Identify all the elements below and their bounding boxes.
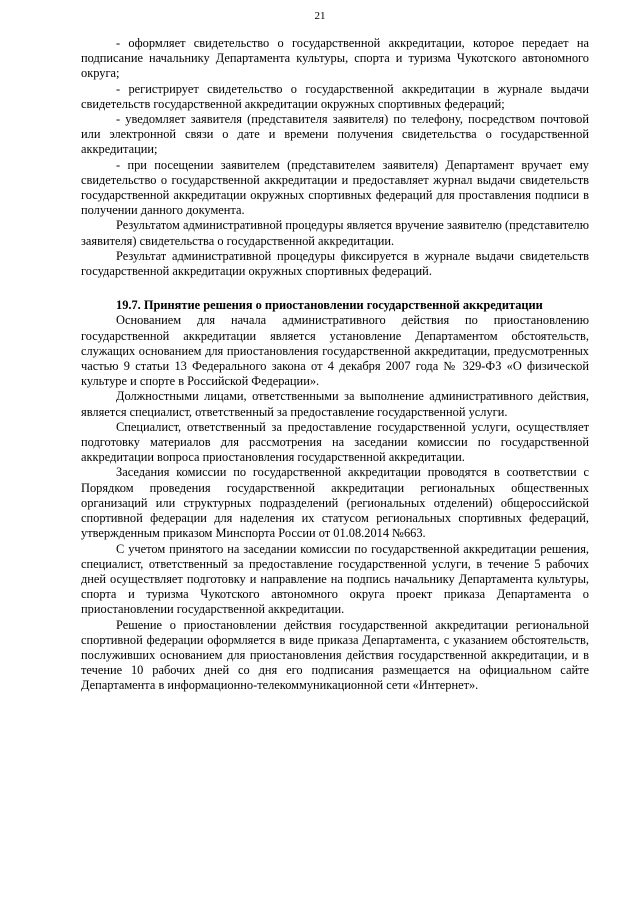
paragraph-meetings: Заседания комиссии по государственной аккредитации проводятся в соответствии с Порядком проведения государственной аккредитации региональных общественных организаций или структурных подразделений (региональных отделений) общероссийской спортивной федерации для наделения их статусом региональных спортивных федераций, утвержденным приказом Минспорта России от 01.08.2014 №663. [81, 465, 589, 541]
paragraph-result-record: Результат административной процедуры фиксируется в журнале выдачи свидетельств государственной аккредитации окружных спортивных федераций. [81, 248, 589, 279]
paragraph-specialist: Специалист, ответственный за предоставление государственной услуги, осуществляет подготовку материалов для рассмотрения на заседании комиссии по государственной аккредитации вопроса приостановления государственной аккредитации. [81, 419, 589, 465]
list-item-register: - регистрирует свидетельство о государственной аккредитации в журнале выдачи свидетельств государственной аккредитации окружных спортивных федераций; [81, 81, 589, 111]
paragraph-result: Результатом административной процедуры является вручение заявителю (представителю заявителя) свидетельства о государственной аккредитации. [81, 218, 589, 248]
paragraph-decision: Решение о приостановлении действия государственной аккредитации региональной спортивной федерации оформляется в виде приказа Департамента, с указанием обстоятельств, послуживших основанием для приостановления действия государственной аккредитации, и в течение 10 рабочих дней со дня его подписания размещается на официальном сайте Департамента в информационно-телекоммуникационной сети «Интернет». [81, 617, 589, 693]
section-gap [81, 279, 589, 298]
paragraph-grounds: Основанием для начала административного действия по приостановлению государственной аккредитации является установление Департаментом обстоятельств, служащих основанием для приостановления государственной аккредитации, предусмотренных частью 9 статьи 13 Федерального закона от 4 декабря 2007 года № 329-ФЗ «О физической культуре и спорте в Российской Федерации». [81, 313, 589, 389]
list-item-notify: - уведомляет заявителя (представителя заявителя) по телефону, посредством почтовой или электронной связи о дате и времени получения свидетельства о государственной аккредитации; [81, 112, 589, 157]
paragraph-decision-prep: С учетом принятого на заседании комиссии по государственной аккредитации решения, специалист, ответственный за предоставление государственной услуги, в течение 5 рабочих дней осуществляет подготовку и направление на подпись начальнику Департамента культуры, спорта и туризма Чукотского автономного округа проект приказа Департамента о приостановлении государственной аккредитации. [81, 541, 589, 617]
paragraph-officials: Должностными лицами, ответственными за выполнение административного действия, является специалист, ответственный за предоставление государственной услуги. [81, 389, 589, 419]
section-heading: 19.7. Принятие решения о приостановлении государственной аккредитации [116, 298, 543, 313]
document-body [81, 36, 589, 694]
list-item-sign: - оформляет свидетельство о государственной аккредитации, которое передает на подписание начальнику Департамента культуры, спорта и туризма Чукотского автономного округа; [81, 36, 589, 81]
list-item-handover: - при посещении заявителем (представителем заявителя) Департамент вручает ему свидетельство о государственной аккредитации и предоставляет журнал выдачи свидетельств государственной аккредитации окружных спортивных федераций для проставления подписи в получении данного документа. [81, 157, 589, 218]
page-number: 21 [314, 10, 326, 22]
